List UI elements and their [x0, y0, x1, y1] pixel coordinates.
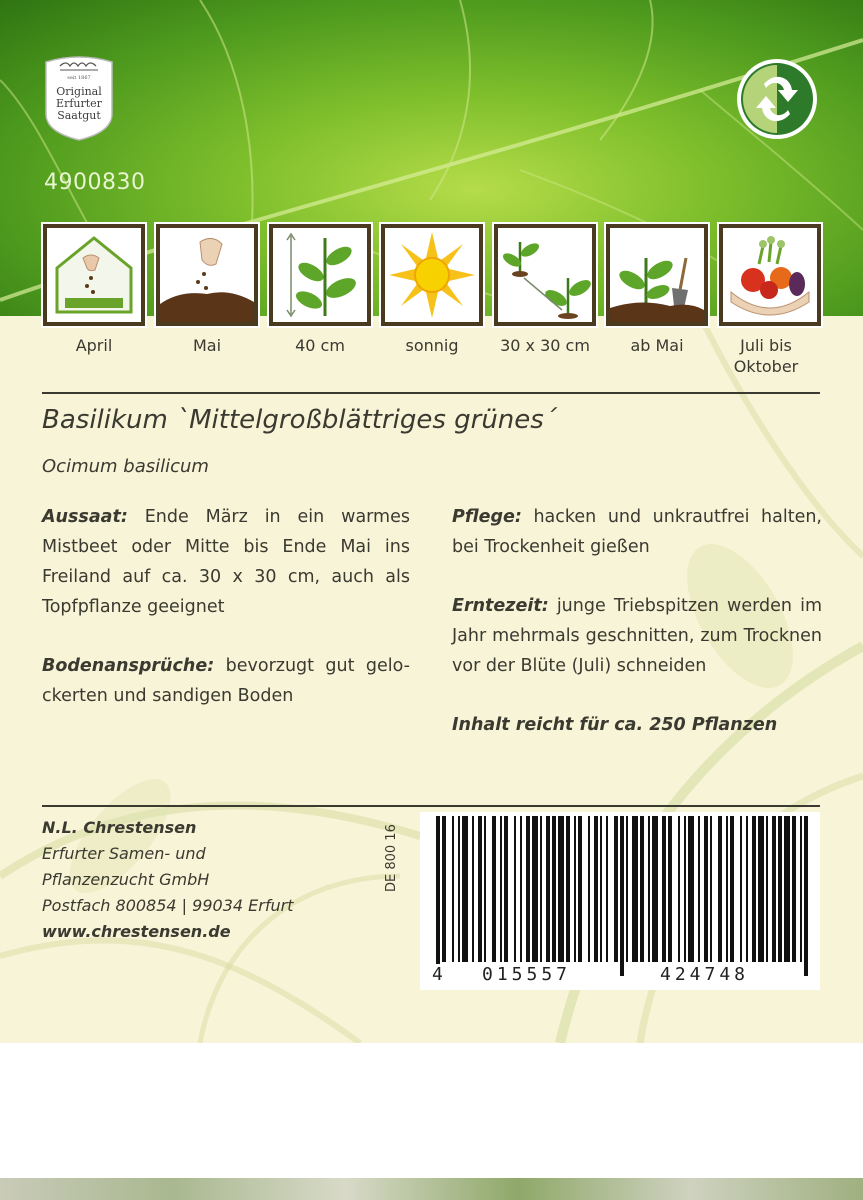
plant-spacing-icon — [498, 228, 592, 322]
barcode-bar — [504, 816, 508, 962]
barcode-bar — [552, 816, 556, 962]
barcode-bar — [500, 816, 502, 962]
company-block — [42, 815, 293, 945]
barcode-bar — [620, 816, 624, 976]
badge-text — [40, 86, 118, 122]
latin-name: Ocimum basilicum — [42, 456, 209, 477]
ean-barcode — [420, 812, 820, 990]
icon-box-sun — [381, 224, 483, 326]
barcode-bar — [730, 816, 734, 962]
barcode-bar — [718, 816, 722, 962]
sowing-text: Ende März in ein warmes Mistbeet oder Mitte bis Ende Mai ins Freiland auf ca. 30 x 30 cm, auch als Topfpflanze geeignet — [42, 507, 410, 617]
sowing-paragraph — [42, 502, 410, 622]
icon-label-location: sonnig — [405, 336, 459, 355]
badge-line-saatgut: Saatgut — [57, 109, 101, 122]
barcode-bar — [458, 816, 460, 962]
barcode-bar — [632, 816, 638, 962]
divider-top — [42, 392, 820, 394]
barcode-bar — [678, 816, 680, 962]
barcode-bar — [606, 816, 608, 962]
green-dot-recycling-icon — [734, 56, 820, 142]
barcode-bar — [532, 816, 538, 962]
barcode-bar — [662, 816, 666, 962]
barcode-bar — [594, 816, 598, 962]
barcode-bar — [626, 816, 628, 962]
plant-height-icon — [273, 228, 367, 322]
barcode-bar — [648, 816, 650, 962]
barcode-bar — [778, 816, 782, 962]
barcode-bar — [772, 816, 776, 962]
article-number: 4900830 — [44, 170, 146, 195]
barcode-bar — [526, 816, 530, 962]
barcode-bar — [652, 816, 658, 962]
icon-label-sowing-indoor: April — [75, 336, 113, 355]
barcode-bar — [574, 816, 576, 962]
barcode-bar — [792, 816, 796, 962]
de-code: DE 800 16 — [384, 824, 399, 892]
care-text: hacken und unkrautfrei halten, bei Trockenheit gießen — [452, 507, 822, 557]
barcode-bars — [436, 816, 808, 976]
barcode-bar — [600, 816, 602, 962]
barcode-digits — [420, 964, 820, 988]
barcode-bar — [614, 816, 618, 962]
barcode-bar — [640, 816, 644, 962]
company-address: Postfach 800854 | 99034 Erfurt — [42, 896, 294, 915]
company-line2: Pflanzenzucht GmbH — [42, 870, 210, 889]
bottom-photo-strip — [0, 1178, 863, 1200]
barcode-bar — [514, 816, 516, 962]
barcode-bar — [578, 816, 582, 962]
barcode-bar — [746, 816, 748, 962]
barcode-bar — [472, 816, 474, 962]
harvest-icon — [723, 228, 817, 322]
soil-text: bevorzugt gut gelo-ckerten und sandigen Boden — [42, 656, 410, 706]
icon-box-planting-out — [606, 224, 708, 326]
barcode-bar — [740, 816, 742, 962]
icon-box-outdoor-sowing — [156, 224, 258, 326]
barcode-bar — [710, 816, 712, 962]
badge-line-original: Original — [56, 85, 102, 98]
barcode-bar — [704, 816, 708, 962]
soil-label: Bodenansprüche: — [42, 656, 215, 676]
barcode-bar — [758, 816, 764, 962]
barcode-bar — [452, 816, 454, 962]
icon-label-harvest: Juli bis Oktober — [733, 336, 799, 376]
barcode-bar — [462, 816, 468, 962]
barcode-bar — [800, 816, 802, 962]
icon-box-spacing — [494, 224, 596, 326]
barcode-bar — [766, 816, 768, 962]
badge-founded-line: seit 1867 — [67, 75, 91, 81]
barcode-bar — [698, 816, 700, 962]
barcode-group-right: 424748 — [660, 964, 750, 985]
content-note: Inhalt reicht für ca. 250 Pflanzen — [452, 715, 778, 735]
barcode-bar — [492, 816, 496, 962]
divider-bottom — [42, 805, 820, 807]
barcode-bar — [546, 816, 550, 962]
badge-line-erfurter: Erfurter — [56, 97, 102, 110]
icon-box-harvest — [719, 224, 821, 326]
barcode-bar — [436, 816, 440, 976]
barcode-digit-first: 4 — [432, 964, 447, 985]
barcode-bar — [520, 816, 522, 962]
barcode-bar — [784, 816, 790, 962]
icon-box-height — [269, 224, 371, 326]
outdoor-sowing-icon — [160, 228, 254, 322]
barcode-bar — [726, 816, 728, 962]
icon-label-spacing: 30 x 30 cm — [500, 336, 590, 355]
barcode-bar — [668, 816, 672, 962]
soil-paragraph — [42, 651, 410, 711]
barcode-bar — [684, 816, 686, 962]
icon-label-height: 40 cm — [295, 336, 345, 355]
product-title: Basilikum `Mittelgroßblättriges grünes´ — [42, 405, 557, 435]
barcode-bar — [688, 816, 694, 962]
barcode-bar — [558, 816, 564, 962]
barcode-bar — [484, 816, 486, 962]
barcode-bar — [540, 816, 542, 962]
care-label: Pflege: — [452, 507, 522, 527]
harvest-text: junge Triebspitzen werden im Jahr mehrmals geschnitten, zum Trocknen vor der Blüte (Juli) schneiden — [452, 596, 822, 676]
barcode-bar — [804, 816, 808, 976]
harvest-paragraph — [452, 591, 822, 681]
instructions-left-column — [42, 502, 410, 740]
barcode-bar — [566, 816, 570, 962]
icon-label-sowing-outdoor: Mai — [192, 336, 222, 355]
sowing-label: Aussaat: — [42, 507, 128, 527]
barcode-group-left: 015557 — [482, 964, 572, 985]
company-website[interactable]: www.chrestensen.de — [42, 922, 231, 941]
barcode-bar — [478, 816, 482, 962]
instructions-right-column — [452, 502, 822, 740]
icon-label-planting-out: ab Mai — [630, 336, 684, 355]
harvest-label: Erntezeit: — [452, 596, 549, 616]
barcode-bar — [442, 816, 446, 962]
sun-icon — [385, 228, 479, 322]
greenhouse-sowing-icon — [47, 228, 141, 322]
barcode-bar — [588, 816, 590, 962]
barcode-bar — [752, 816, 756, 962]
company-name: N.L. Chrestensen — [42, 818, 197, 837]
company-line1: Erfurter Samen- und — [42, 844, 206, 863]
planting-out-icon — [610, 228, 704, 322]
care-paragraph — [452, 502, 822, 562]
icon-box-greenhouse — [43, 224, 145, 326]
